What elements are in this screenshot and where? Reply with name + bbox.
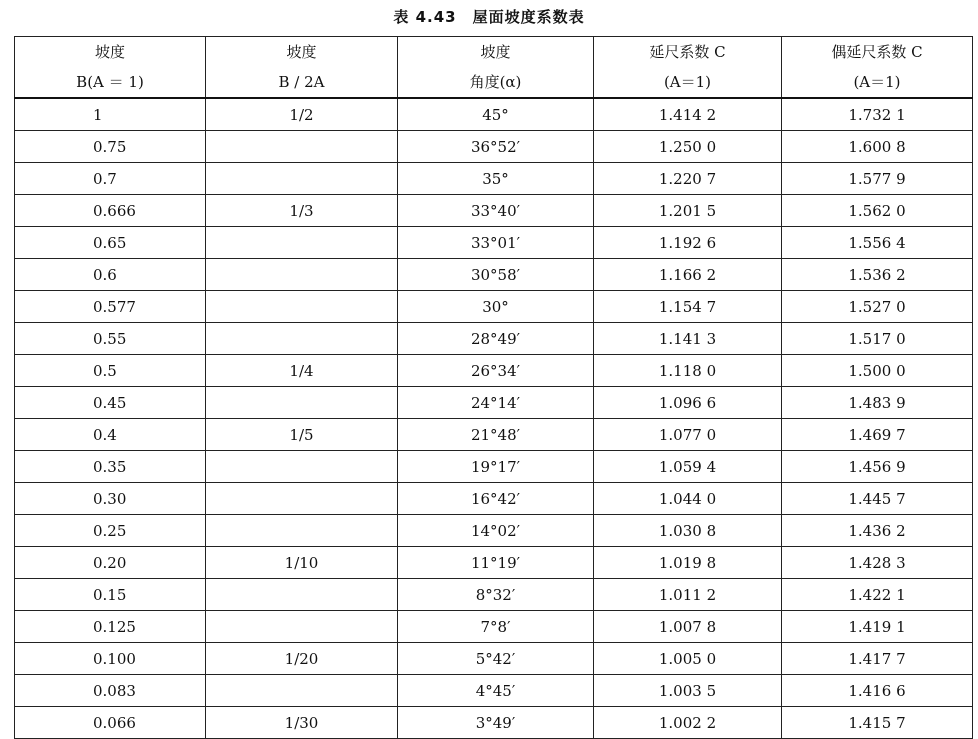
header-slope-angle: 坡度 bbox=[398, 37, 594, 68]
cell-angle: 4°45′ bbox=[398, 675, 594, 707]
cell-extension-coefficient: 1.002 2 bbox=[594, 707, 782, 739]
header-slope-b: 坡度 bbox=[15, 37, 206, 68]
cell-extension-coefficient: 1.011 2 bbox=[594, 579, 782, 611]
cell-angle: 14°02′ bbox=[398, 515, 594, 547]
cell-slope-ratio bbox=[206, 227, 398, 259]
table-title: 表 4.43 屋面坡度系数表 bbox=[393, 8, 585, 26]
cell-slope-b: 0.7 bbox=[15, 163, 206, 195]
cell-slope-ratio bbox=[206, 451, 398, 483]
cell-extension-coefficient: 1.030 8 bbox=[594, 515, 782, 547]
cell-angle: 33°01′ bbox=[398, 227, 594, 259]
table-row bbox=[15, 387, 973, 419]
table-row bbox=[15, 579, 973, 611]
cell-extension-coefficient: 1.118 0 bbox=[594, 355, 782, 387]
cell-slope-ratio: 1/5 bbox=[206, 419, 398, 451]
cell-slope-ratio: 1/30 bbox=[206, 707, 398, 739]
cell-extension-coefficient: 1.166 2 bbox=[594, 259, 782, 291]
table-row bbox=[15, 259, 973, 291]
cell-hip-extension-coefficient: 1.456 9 bbox=[782, 451, 973, 483]
table-row bbox=[15, 98, 973, 131]
cell-hip-extension-coefficient: 1.600 8 bbox=[782, 131, 973, 163]
cell-angle: 33°40′ bbox=[398, 195, 594, 227]
cell-slope-b: 0.125 bbox=[15, 611, 206, 643]
cell-slope-b: 0.6 bbox=[15, 259, 206, 291]
cell-slope-ratio bbox=[206, 131, 398, 163]
table-row bbox=[15, 195, 973, 227]
table-row bbox=[15, 547, 973, 579]
cell-extension-coefficient: 1.044 0 bbox=[594, 483, 782, 515]
cell-angle: 16°42′ bbox=[398, 483, 594, 515]
cell-extension-coefficient: 1.192 6 bbox=[594, 227, 782, 259]
cell-angle: 3°49′ bbox=[398, 707, 594, 739]
cell-angle: 11°19′ bbox=[398, 547, 594, 579]
header-row-2 bbox=[15, 67, 973, 98]
cell-slope-b: 0.45 bbox=[15, 387, 206, 419]
table-row bbox=[15, 291, 973, 323]
slope-coefficient-table bbox=[14, 36, 973, 739]
cell-hip-extension-coefficient: 1.419 1 bbox=[782, 611, 973, 643]
cell-angle: 8°32′ bbox=[398, 579, 594, 611]
cell-hip-extension-coefficient: 1.527 0 bbox=[782, 291, 973, 323]
cell-extension-coefficient: 1.007 8 bbox=[594, 611, 782, 643]
cell-hip-extension-coefficient: 1.422 1 bbox=[782, 579, 973, 611]
table-row bbox=[15, 355, 973, 387]
cell-hip-extension-coefficient: 1.428 3 bbox=[782, 547, 973, 579]
cell-slope-ratio bbox=[206, 259, 398, 291]
table-row bbox=[15, 323, 973, 355]
cell-angle: 45° bbox=[398, 98, 594, 131]
table-row bbox=[15, 227, 973, 259]
cell-angle: 5°42′ bbox=[398, 643, 594, 675]
cell-angle: 35° bbox=[398, 163, 594, 195]
table-row bbox=[15, 131, 973, 163]
header-slope-ratio-sub: B ∕ 2A bbox=[206, 67, 398, 98]
header-row-1 bbox=[15, 37, 973, 68]
cell-hip-extension-coefficient: 1.415 7 bbox=[782, 707, 973, 739]
cell-extension-coefficient: 1.220 7 bbox=[594, 163, 782, 195]
table-row bbox=[15, 419, 973, 451]
header-slope-b-sub: B(A ＝ 1) bbox=[15, 67, 206, 98]
cell-extension-coefficient: 1.250 0 bbox=[594, 131, 782, 163]
table-row bbox=[15, 163, 973, 195]
cell-extension-coefficient: 1.154 7 bbox=[594, 291, 782, 323]
cell-slope-b: 0.35 bbox=[15, 451, 206, 483]
cell-extension-coefficient: 1.077 0 bbox=[594, 419, 782, 451]
table-row bbox=[15, 675, 973, 707]
cell-slope-b: 0.666 bbox=[15, 195, 206, 227]
cell-extension-coefficient: 1.003 5 bbox=[594, 675, 782, 707]
cell-slope-ratio bbox=[206, 515, 398, 547]
cell-hip-extension-coefficient: 1.416 6 bbox=[782, 675, 973, 707]
cell-slope-b: 0.577 bbox=[15, 291, 206, 323]
header-slope-ratio: 坡度 bbox=[206, 37, 398, 68]
cell-slope-ratio bbox=[206, 579, 398, 611]
header-extension-coefficient: 延尺系数 C bbox=[594, 37, 782, 68]
cell-slope-b: 0.100 bbox=[15, 643, 206, 675]
cell-hip-extension-coefficient: 1.469 7 bbox=[782, 419, 973, 451]
cell-hip-extension-coefficient: 1.500 0 bbox=[782, 355, 973, 387]
cell-hip-extension-coefficient: 1.436 2 bbox=[782, 515, 973, 547]
table-row bbox=[15, 515, 973, 547]
cell-angle: 30° bbox=[398, 291, 594, 323]
cell-hip-extension-coefficient: 1.562 0 bbox=[782, 195, 973, 227]
header-slope-angle-sub: 角度(α) bbox=[398, 67, 594, 98]
table-row bbox=[15, 483, 973, 515]
cell-extension-coefficient: 1.019 8 bbox=[594, 547, 782, 579]
cell-slope-ratio: 1/4 bbox=[206, 355, 398, 387]
cell-extension-coefficient: 1.059 4 bbox=[594, 451, 782, 483]
cell-slope-ratio: 1/20 bbox=[206, 643, 398, 675]
header-hip-extension-coefficient: 偶延尺系数 C bbox=[782, 37, 973, 68]
cell-hip-extension-coefficient: 1.417 7 bbox=[782, 643, 973, 675]
cell-hip-extension-coefficient: 1.445 7 bbox=[782, 483, 973, 515]
cell-hip-extension-coefficient: 1.536 2 bbox=[782, 259, 973, 291]
table-row bbox=[15, 643, 973, 675]
cell-slope-ratio bbox=[206, 163, 398, 195]
cell-slope-ratio bbox=[206, 611, 398, 643]
cell-slope-ratio: 1/2 bbox=[206, 98, 398, 131]
cell-slope-ratio bbox=[206, 323, 398, 355]
cell-extension-coefficient: 1.201 5 bbox=[594, 195, 782, 227]
cell-angle: 19°17′ bbox=[398, 451, 594, 483]
cell-angle: 26°34′ bbox=[398, 355, 594, 387]
cell-angle: 21°48′ bbox=[398, 419, 594, 451]
header-extension-coefficient-sub: (A＝1) bbox=[594, 67, 782, 98]
cell-slope-ratio bbox=[206, 291, 398, 323]
cell-slope-ratio bbox=[206, 483, 398, 515]
cell-slope-b: 1 bbox=[15, 98, 206, 131]
table-row bbox=[15, 451, 973, 483]
cell-slope-b: 0.55 bbox=[15, 323, 206, 355]
cell-extension-coefficient: 1.414 2 bbox=[594, 98, 782, 131]
cell-angle: 7°8′ bbox=[398, 611, 594, 643]
cell-angle: 30°58′ bbox=[398, 259, 594, 291]
cell-hip-extension-coefficient: 1.732 1 bbox=[782, 98, 973, 131]
cell-slope-b: 0.30 bbox=[15, 483, 206, 515]
table-row bbox=[15, 707, 973, 739]
cell-hip-extension-coefficient: 1.517 0 bbox=[782, 323, 973, 355]
cell-extension-coefficient: 1.005 0 bbox=[594, 643, 782, 675]
cell-slope-ratio: 1/10 bbox=[206, 547, 398, 579]
cell-angle: 24°14′ bbox=[398, 387, 594, 419]
cell-hip-extension-coefficient: 1.556 4 bbox=[782, 227, 973, 259]
cell-slope-b: 0.5 bbox=[15, 355, 206, 387]
cell-hip-extension-coefficient: 1.577 9 bbox=[782, 163, 973, 195]
cell-angle: 36°52′ bbox=[398, 131, 594, 163]
cell-angle: 28°49′ bbox=[398, 323, 594, 355]
cell-slope-b: 0.20 bbox=[15, 547, 206, 579]
cell-slope-b: 0.65 bbox=[15, 227, 206, 259]
cell-slope-ratio: 1/3 bbox=[206, 195, 398, 227]
cell-extension-coefficient: 1.141 3 bbox=[594, 323, 782, 355]
cell-extension-coefficient: 1.096 6 bbox=[594, 387, 782, 419]
cell-slope-b: 0.083 bbox=[15, 675, 206, 707]
header-hip-extension-coefficient-sub: (A＝1) bbox=[782, 67, 973, 98]
cell-slope-ratio bbox=[206, 387, 398, 419]
table-row bbox=[15, 611, 973, 643]
cell-hip-extension-coefficient: 1.483 9 bbox=[782, 387, 973, 419]
cell-slope-b: 0.25 bbox=[15, 515, 206, 547]
cell-slope-b: 0.066 bbox=[15, 707, 206, 739]
cell-slope-b: 0.75 bbox=[15, 131, 206, 163]
table-body bbox=[15, 98, 973, 739]
cell-slope-ratio bbox=[206, 675, 398, 707]
cell-slope-b: 0.15 bbox=[15, 579, 206, 611]
cell-slope-b: 0.4 bbox=[15, 419, 206, 451]
